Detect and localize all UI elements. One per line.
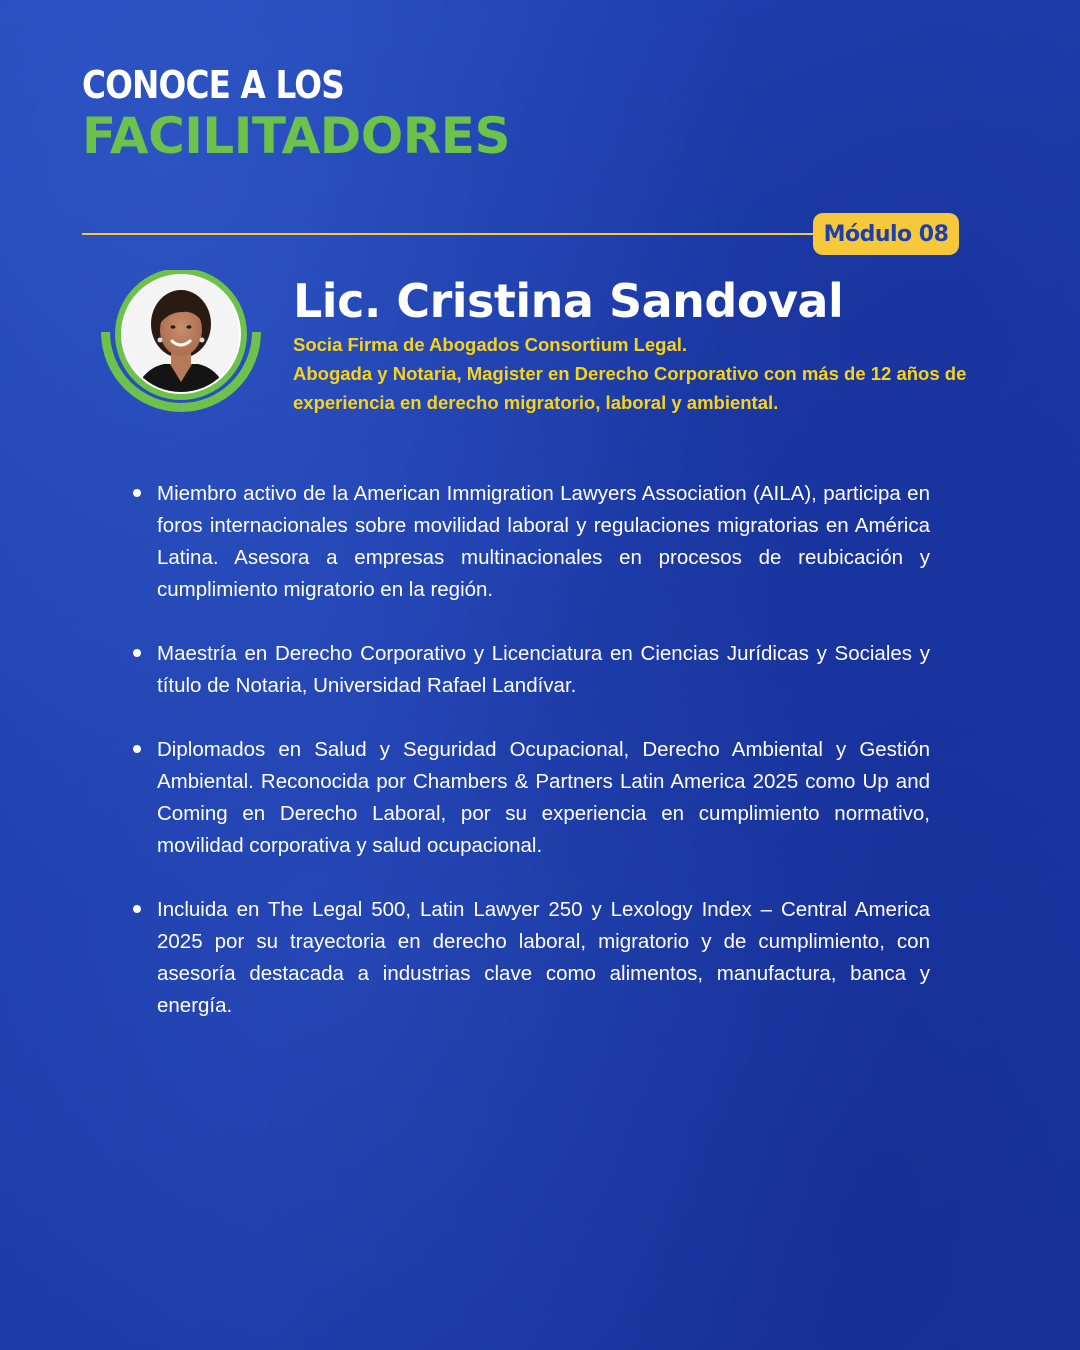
bio-bullet bbox=[130, 894, 930, 1022]
bio-bullet bbox=[130, 734, 930, 862]
bio-bullet-text: Incluida en The Legal 500, Latin Lawyer 250 y Lexology Index – Central America 2025 por su trayectoria en derecho laboral, migratorio y de cumplimiento, con asesoría destacada a industrias clave como alimentos, manufactura, banca y energía. bbox=[157, 898, 930, 1017]
subtitle-line: Abogada y Notaria, Magister en Derecho Corporativo con más de 12 años de bbox=[293, 363, 967, 384]
subtitle-line: experiencia en derecho migratorio, laboral y ambiental. bbox=[293, 392, 779, 413]
bio-bullet-text: Diplomados en Salud y Seguridad Ocupacional, Derecho Ambiental y Gestión Ambiental. Reconocida por Chambers & Partners Latin America 2025 como Up and Coming en Derecho Laboral, por su experiencia en cumplimiento normativo, movilidad corporativa y salud ocupacional. bbox=[157, 738, 930, 857]
bio-bullet bbox=[130, 478, 930, 606]
bio-bullet-text: Maestría en Derecho Corporativo y Licenciatura en Ciencias Jurídicas y Sociales y título de Notaria, Universidad Rafael Landívar. bbox=[157, 642, 930, 697]
bullet-dot-icon bbox=[133, 905, 141, 913]
heading-line-1: CONOCE A LOS bbox=[82, 63, 344, 107]
bio-bullet-text: Miembro activo de la American Immigration Lawyers Association (AILA), participa en foros internacionales sobre movilidad laboral y regulaciones migratorias en América Latina. Asesora a empresas multinacionales en procesos de reubicación y cumplimiento migratorio en la región. bbox=[157, 482, 930, 601]
bullet-dot-icon bbox=[133, 745, 141, 753]
header-divider bbox=[82, 233, 822, 235]
subtitle-line: Socia Firma de Abogados Consortium Legal. bbox=[293, 334, 688, 355]
bullet-dot-icon bbox=[133, 489, 141, 497]
heading-line-2: FACILITADORES bbox=[82, 107, 510, 165]
bullet-dot-icon bbox=[133, 649, 141, 657]
module-badge: Módulo 08 bbox=[813, 213, 959, 255]
bio-bullet-list bbox=[130, 478, 930, 1054]
avatar bbox=[100, 270, 262, 412]
bio-bullet bbox=[130, 638, 930, 702]
page-heading bbox=[82, 62, 510, 164]
facilitator-name: Lic. Cristina Sandoval bbox=[293, 274, 844, 328]
facilitator-subtitle bbox=[293, 330, 967, 417]
